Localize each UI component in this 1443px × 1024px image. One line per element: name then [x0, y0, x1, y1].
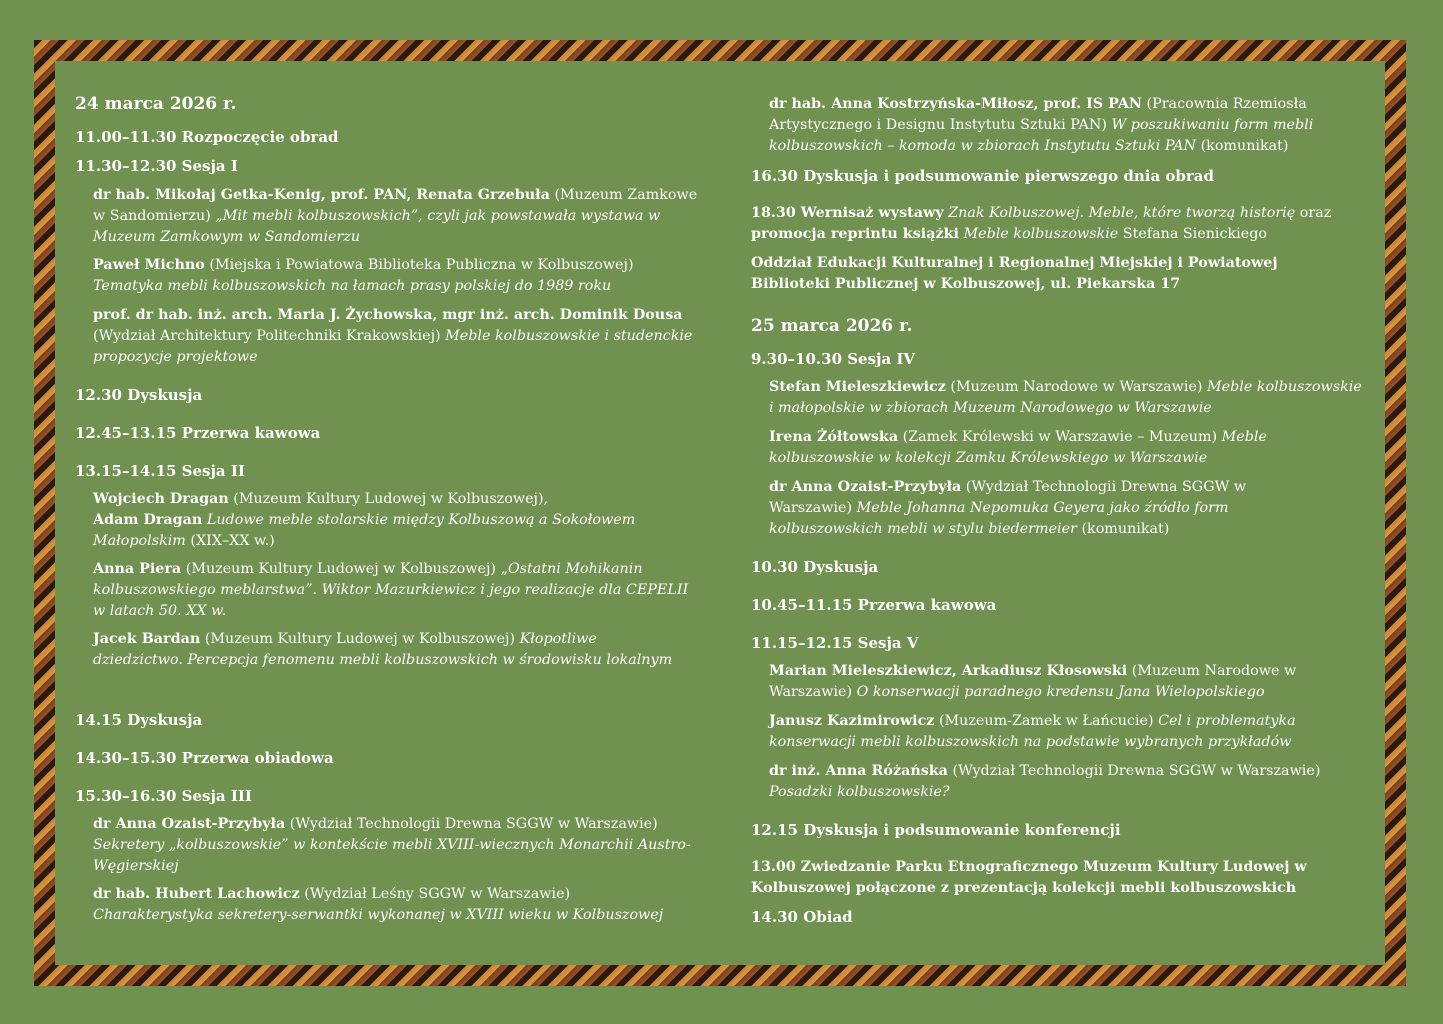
- talk-affiliation: (Muzeum Kultury Ludowej w Kolbuszowej): [181, 561, 501, 577]
- talk-affiliation: (Muzeum Kultury Ludowej w Kolbuszowej): [200, 631, 520, 647]
- talk: [93, 814, 693, 876]
- talk-title: Tematyka mebli kolbuszowskich na łamach prasy polskiej do 1989 roku: [93, 277, 612, 294]
- talk-title: „Ostatni Mohikanin kolbuszowskiego meblarstwa”. Wiktor Mazurkiewicz i jego realizacje dla CEPELII w latach 50. XX w.: [93, 561, 689, 619]
- discussion: 10.30 Dyskusja: [751, 558, 879, 576]
- exhibition-title: Znak Kolbuszowej. Meble, które tworzą historię: [943, 205, 1296, 221]
- session3-header: 15.30–16.30 Sesja III: [75, 787, 252, 805]
- discussion: 12.30 Dyskusja: [75, 386, 203, 404]
- day2-date: 25 marca 2026 r.: [751, 316, 913, 336]
- talk-title: „Mit mebli kolbuszowskich”, czyli jak powstawała wystawa w Muzeum Zamkowym w Sandomierzu: [93, 207, 661, 245]
- talk-affiliation: (Pracownia Rzemiosła Artystycznego i Designu Instytutu Sztuki PAN): [769, 96, 1307, 133]
- talk-authors: dr Anna Ozaist-Przybyła: [769, 479, 962, 495]
- talk-title: Sekretery „kolbuszowskie” w kontekście mebli XVIII-wiecznych Monarchii Austro-Węgierskiej: [93, 836, 691, 874]
- talk: [93, 489, 683, 551]
- session5-header: 11.15–12.15 Sesja V: [751, 634, 919, 652]
- book-promotion: promocja reprintu książki: [751, 225, 959, 242]
- talk-suffix: (komunikat): [1076, 520, 1170, 537]
- talk-authors: Stefan Mieleszkiewicz: [769, 379, 946, 395]
- talk-affiliation: (Muzeum Narodowe w Warszawie): [945, 379, 1207, 395]
- talk-title: Meble Johanna Nepomuka Geyera jako źródło form kolbuszowskich mebli w stylu biedermeier: [769, 499, 1229, 537]
- talk: [769, 477, 1299, 539]
- talk-affiliation: (Muzeum Kultury Ludowej w Kolbuszowej),: [228, 491, 549, 507]
- session2-header: 13.15–14.15 Sesja II: [75, 462, 245, 480]
- talk-suffix: (komunikat): [1196, 137, 1289, 154]
- talk-title: Kłopotliwe dziedzictwo. Percepcja fenomenu mebli kolbuszowskich w środowisku lokalnym: [93, 631, 673, 668]
- talk: [93, 884, 705, 926]
- talk-title: Ludowe meble stolarskie między Kolbuszową a Sokołowem Małopolskim: [93, 511, 636, 549]
- talk-authors: prof. dr hab. inż. arch. Maria J. Żychowska, mgr inż. arch. Dominik Dousa: [93, 307, 683, 323]
- program-content: [55, 61, 1385, 965]
- talk-affiliation: (Muzeum Narodowe w Warszawie): [769, 663, 1297, 700]
- coffee-break: 10.45–11.15 Przerwa kawowa: [751, 596, 997, 614]
- talk-title: Meble kolbuszowskie i studenckie propozycje projektowe: [93, 327, 693, 365]
- talk-authors: Irena Żółtowska: [769, 429, 899, 445]
- talk-affiliation: (Wydział Leśny SGGW w Warszawie): [299, 886, 571, 902]
- talk: [769, 377, 1369, 419]
- talk-authors: dr hab. Anna Kostrzyńska-Miłosz, prof. IS PAN: [769, 96, 1142, 112]
- talk-authors: Marian Mieleszkiewicz, Arkadiusz Kłosowski: [769, 663, 1128, 679]
- talk: [769, 761, 1374, 803]
- vernissage-time: 18.30 Wernisaż wystawy: [751, 205, 944, 221]
- talk-affiliation: (Wydział Architektury Politechniki Krakowskiej): [93, 327, 446, 344]
- talk: [93, 185, 703, 247]
- talk-affiliation: (Wydział Technologii Drewna SGGW w Warszawie): [769, 479, 1247, 516]
- vernissage: [751, 203, 1371, 245]
- talk-affiliation: (Miejska i Powiatowa Biblioteka Publiczna w Kolbuszowej): [204, 257, 634, 273]
- talk: [769, 94, 1369, 156]
- day1-date: 24 marca 2026 r.: [75, 94, 237, 114]
- vernissage-connector: oraz: [1295, 205, 1332, 221]
- session1-header: 11.30–12.30 Sesja I: [75, 157, 238, 175]
- book-author: Stefana Sienickiego: [1118, 225, 1267, 242]
- dinner: 14.30 Obiad: [751, 908, 853, 926]
- talk: [769, 661, 1329, 703]
- day1-summary: 16.30 Dyskusja i podsumowanie pierwszego dnia obrad: [751, 167, 1215, 185]
- talk-suffix: (XIX–XX w.): [185, 532, 275, 549]
- talk-authors: Janusz Kazimirowicz: [769, 713, 935, 729]
- talk-authors: Anna Piera: [93, 561, 182, 577]
- talk: [769, 427, 1329, 469]
- talk-affiliation: (Wydział Technologii Drewna SGGW w Warszawie): [947, 763, 1321, 779]
- talk-title: Charakterystyka sekretery-serwantki wykonanej w XVIII wieku w Kolbuszowej: [93, 906, 664, 923]
- lunch-break: 14.30–15.30 Przerwa obiadowa: [75, 749, 334, 767]
- talk: [93, 559, 693, 621]
- coffee-break: 12.45–13.15 Przerwa kawowa: [75, 424, 321, 442]
- talk-title: Posadzki kolbuszowskie?: [769, 783, 950, 800]
- talk-authors: Wojciech Dragan: [93, 491, 229, 507]
- talk: [93, 305, 693, 367]
- talk: [93, 255, 703, 297]
- talk-authors: dr Anna Ozaist-Przybyła: [93, 816, 286, 832]
- talk-title: O konserwacji paradnego kredensu Jana Wielopolskiego: [856, 683, 1265, 700]
- talk-authors: dr inż. Anna Różańska: [769, 763, 948, 779]
- talk-authors: dr hab. Mikołaj Getka-Kenig, prof. PAN, Renata Grzebuła: [93, 187, 550, 203]
- decorative-striped-border: [34, 40, 1406, 986]
- talk: [769, 711, 1349, 753]
- talk-authors: Paweł Michno: [93, 257, 205, 273]
- talk: [93, 629, 673, 671]
- closing-discussion: 12.15 Dyskusja i podsumowanie konferencji: [751, 821, 1121, 839]
- museum-tour: 13.00 Zwiedzanie Parku Etnograficznego Muzeum Kultury Ludowej w Kolbuszowej połączone z prezentacją kolekcji mebli kolbuszowskich: [751, 859, 1307, 896]
- talk-title: Meble kolbuszowskie w kolekcji Zamku Królewskiego w Warszawie: [769, 429, 1267, 466]
- talk-authors: Adam Dragan: [93, 511, 203, 528]
- talk-title: W poszukiwaniu form mebli kolbuszowskich – komoda w zbiorach Instytutu Sztuki PAN: [769, 116, 1314, 154]
- talk-affiliation: (Wydział Technologii Drewna SGGW w Warszawie): [285, 816, 658, 832]
- talk-authors: Jacek Bardan: [93, 631, 201, 647]
- opening: 11.00–11.30 Rozpoczęcie obrad: [75, 128, 339, 146]
- talk-title: Cel i problematyka konserwacji mebli kolbuszowskich na podstawie wybranych przykładów: [769, 713, 1296, 750]
- book-title: Meble kolbuszowskie: [958, 225, 1119, 242]
- talk-title: Meble kolbuszowskie i małopolskie w zbiorach Muzeum Narodowego w Warszawie: [769, 379, 1362, 416]
- discussion: 14.15 Dyskusja: [75, 711, 203, 729]
- talk-affiliation: (Muzeum Zamkowe w Sandomierzu): [93, 187, 698, 224]
- talk-authors: dr hab. Hubert Lachowicz: [93, 886, 300, 902]
- talk-affiliation: (Muzeum-Zamek w Łańcucie): [934, 713, 1159, 729]
- venue: Oddział Edukacji Kulturalnej i Regionalnej Miejskiej i Powiatowej Biblioteki Publicznej w Kolbuszowej, ul. Piekarska 17: [751, 255, 1278, 292]
- session4-header: 9.30–10.30 Sesja IV: [751, 350, 916, 368]
- talk-affiliation: (Zamek Królewski w Warszawie – Muzeum): [898, 429, 1222, 445]
